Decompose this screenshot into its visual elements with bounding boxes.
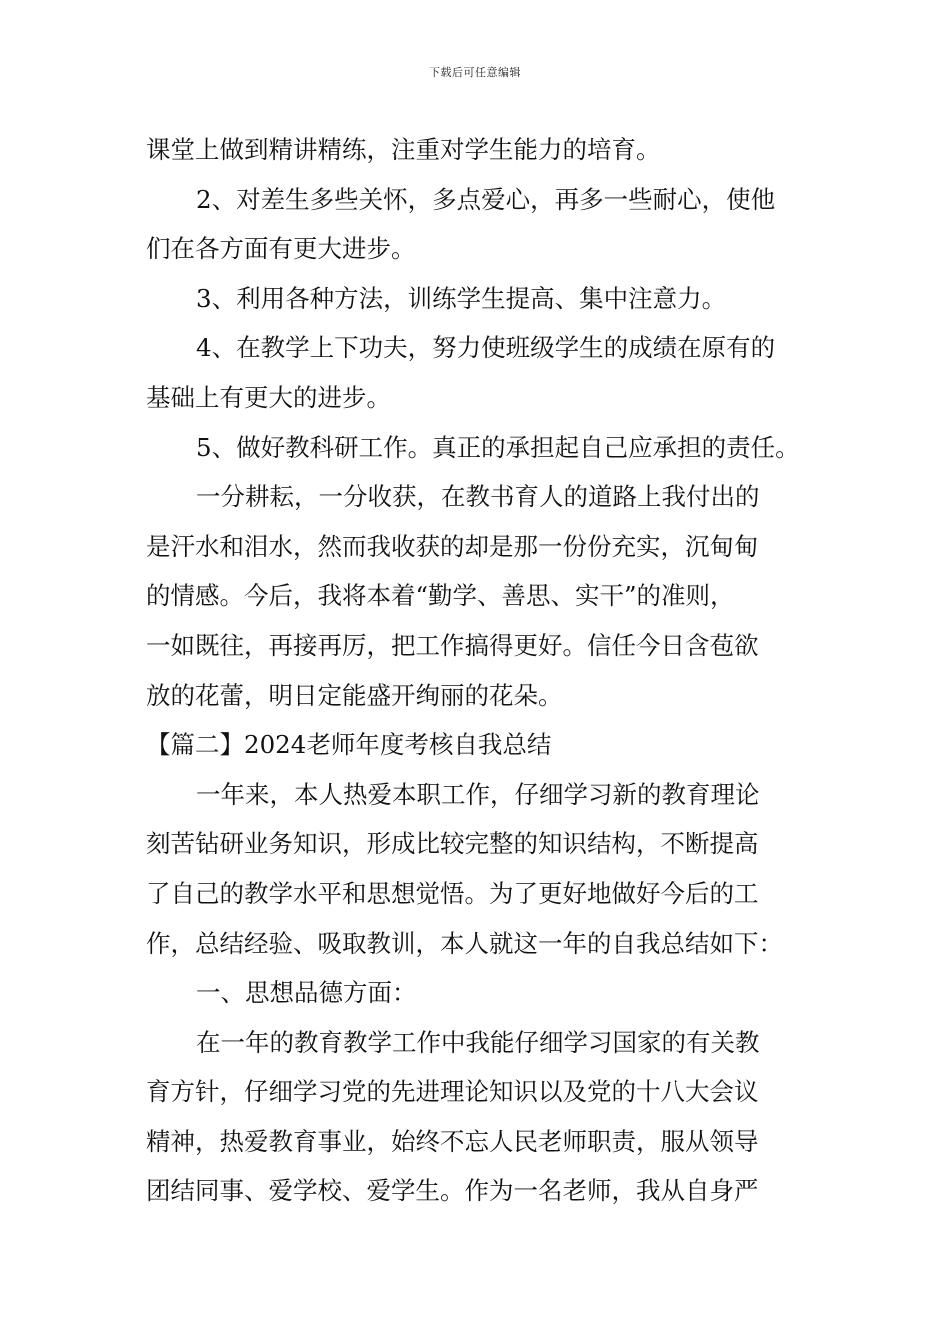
text-line: 4、在教学上下功夫，努力使班级学生的成绩在原有的	[196, 333, 776, 363]
text-line: 了自己的教学水平和思想觉悟。为了更好地做好今后的工	[146, 878, 759, 908]
text-line: 育方针，仔细学习党的先进理论知识以及党的十八大会议	[146, 1077, 759, 1107]
text-line: 一如既往，再接再厉，把工作搞得更好。信任今日含苞欲	[146, 630, 759, 660]
text-line: 一分耕耘，一分收获，在教书育人的道路上我付出的	[196, 482, 760, 512]
text-line: 们在各方面有更大进步。	[146, 234, 416, 264]
text-line: 一年来，本人热爱本职工作，仔细学习新的教育理论	[196, 779, 760, 809]
text-line: 精神，热爱教育事业，始终不忘人民老师职责，服从领导	[146, 1126, 759, 1156]
section-heading: 【篇二】2024老师年度考核自我总结	[146, 730, 552, 760]
text-line: 在一年的教育教学工作中我能仔细学习国家的有关教	[196, 1027, 760, 1057]
document-body	[146, 125, 806, 1216]
text-line: 课堂上做到精讲精练，注重对学生能力的培育。	[146, 135, 661, 164]
text-line: 团结同事、爱学校、爱学生。作为一名老师，我从自身严	[146, 1176, 759, 1206]
text-line: 作，总结经验、吸取教训，本人就这一年的自我总结如下：	[146, 928, 783, 958]
text-line: 5、做好教科研工作。真正的承担起自己应承担的责任。	[196, 432, 800, 462]
text-line: 3、利用各种方法，训练学生提高、集中注意力。	[196, 283, 727, 313]
text-line: 刻苦钻研业务知识，形成比较完整的知识结构，不断提高	[146, 829, 759, 859]
text-line: 的情感。今后，我将本着“勤学、善思、实干”的准则，	[146, 581, 735, 611]
text-line: 放的花蕾，明日定能盛开绚丽的花朵。	[146, 680, 563, 710]
text-line: 是汗水和泪水，然而我收获的却是那一份份充实，沉甸甸	[146, 531, 759, 561]
header-note: 下载后可任意编辑	[429, 66, 521, 79]
text-line: 2、对差生多些关怀，多点爱心，再多一些耐心，使他	[196, 184, 776, 214]
text-line: 基础上有更大的进步。	[146, 382, 391, 412]
subsection-heading: 一、思想品德方面：	[196, 978, 417, 1008]
